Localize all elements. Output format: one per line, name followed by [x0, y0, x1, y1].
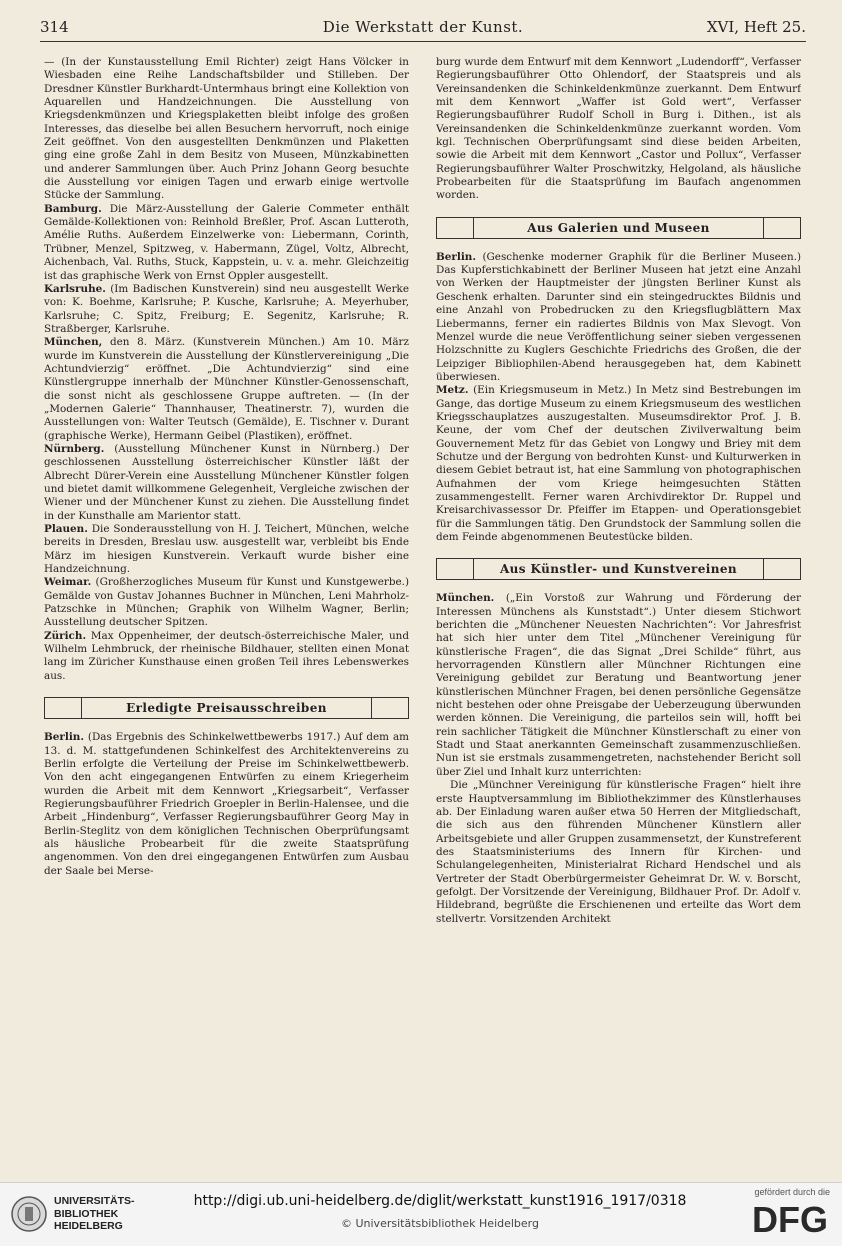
- permalink-url[interactable]: http://digi.ub.uni-heidelberg.de/diglit/werkstatt_kunst1916_1917/0318: [193, 1193, 687, 1209]
- section-heading-preisausschreiben: Erledigte Preisausschreiben: [44, 697, 409, 719]
- article-schinkel: [44, 731, 409, 878]
- article-muenchen: [44, 336, 409, 443]
- article-schinkel-cont: burg wurde dem Entwurf mit dem Kennwort „Ludendorff“, Verfasser Regierungsbauführer Otto Ohlendorf, der Staatspreis und als Vereinsandenken die Schinkeldenkmünze zuerkannt. Dem Entwurf mit dem Kennwort „Waffer ist Gold wert“, Verfasser Regierungsbauführer Rudolf Scholl in Burg i. Dithen., ist als Vereinsandenken die Schinkeldenkmünze zuerkannt worden. Vom kgl. Technischen Oberprüfungsamt sind diese beiden Arbeiten, sowie die Arbeit mit dem Kennwort „Castor und Pollux“, Verfasser Regierungsbauführer Walter Proschwitzky, Helgoland, als häusliche Probearbeiten für die Staatsprüfung im Baufach angenommen worden.: [436, 56, 801, 202]
- article-text: Max Oppenheimer, der deutsch-österreichische Maler, und Wilhelm Lehmbruck, der rheinische Bildhauer, stellten einen Monat lang im Züricher Kunsthause einen großen Teil ihres Lebenswerkes aus.: [44, 629, 409, 682]
- article-text: (Ausstellung Münchener Kunst in Nürnberg.) Der geschlossenen Ausstellung österreichischer Künstler läßt der Albrecht Dürer-Verein eine Ausstellung Münchener Künstler folgen und bietet damit willkommene Gelegenheit, Vergleiche zwischen der Wiener und der Münchener Kunst zu ziehen. Die Ausstellung findet in der Kunsthalle am Marientor statt.: [44, 442, 409, 522]
- article-text: (Geschenke moderner Graphik für die Berliner Museen.) Das Kupferstichkabinett der Berliner Museen hat jetzt eine Anzahl von Werken der Hauptmeister der jüngsten Berliner Kunst als Geschenk erhalten. Darunter sind ein steingedrucktes Bildnis und eine Anzahl von Probedrucken zu den Kriegsflugblättern Max Liebermanns, ferner ein radiertes Bildnis von Max Slevogt. Von Menzel wurde die neue Veröffentlichung seiner sieben vergessenen Holzschnitte zu Kuglers Geschichte Friedrichs des Großen, die der Leipziger Bibliophilen-Abend herausgegeben hat, dem Kabinett überwiesen.: [436, 250, 801, 383]
- dfg-logo-icon: [752, 1198, 830, 1238]
- left-column: [44, 56, 409, 1168]
- article-berlin-graphik: [436, 251, 801, 384]
- place-heading: Weimar.: [44, 576, 92, 589]
- place-heading: Nürnberg.: [44, 442, 105, 455]
- article-text: (Das Ergebnis des Schinkelwettbewerbs 1917.) Auf dem am 13. d. M. stattgefundenen Schinkelfest des Architektenvereins zu Berlin erfolgte die Verteilung der Preise im Schinkelwettbewerb. Von den acht eingegangenen Entwürfen zu einem Kriegerheim wurden die Arbeit mit dem Kennwort „Kriegsarbeit“, Verfasser Regierungsbauführer Friedrich Groepler in Berlin-Halensee, und die Arbeit „Hindenburg“, Verfasser Regierungsbauführer Georg May in Berlin-Steglitz von dem königlichen Technischen Oberprüfungsamt als häusliche Probearbeit für die zweite Staatsprüfung angenommen. Von den drei eingegangenen Entwürfen zum Ausbau der Saale bei Merse-: [44, 731, 409, 877]
- svg-text:DFG: DFG: [752, 1199, 828, 1238]
- right-column: [436, 56, 801, 1168]
- page-number: 314: [40, 18, 69, 36]
- article-text: den 8. März. (Kunstverein München.) Am 10. März wurde im Kunstverein die Ausstellung der Künstlervereinigung „Die Achtundvierzig“ eröffnet. „Die Achtundvierzig“ sind eine Künstlergruppe innerhalb der Münchner Künstler-Genossenschaft, die sonst nicht als geschlossene Gruppe auftreten. — (In der „Modernen Galerie“ Thannhauser, Theatinerstr. 7), wurden die Ausstellungen von: Walter Teutsch (Gemälde), E. Tischner v. Durant (graphische Werke), Hermann Geibel (Plastiken), eröffnet.: [44, 336, 409, 442]
- section-heading-vereine: Aus Künstler- und Kunstvereinen: [436, 558, 801, 580]
- university-seal-icon: [10, 1195, 48, 1233]
- article-muenchen-vereinigung: [436, 592, 801, 779]
- article-hauptversammlung: Die „Münchner Vereinigung für künstlerische Fragen“ hielt ihre erste Hauptversammlung im Bibliothekzimmer des Künstlerhauses ab. Der Einladung waren außer etwa 50 Herren der Mitgliedschaft, die sich aus den führenden Münchener Künstlern aller Arbeitsgebiete und aller Gruppen zusammensetzt, der Kunstreferent des Staatsministeriums des Innern für Kirchen- und Schulangelegenheiten, Ministerialrat Richard Hendschel und als Vertreter der Stadt Oberbürgermeister Geheimrat Dr. W. v. Borscht, gefolgt. Der Vorsitzende der Vereinigung, Bildhauer Prof. Dr. Adolf v. Hildebrand, begrüßte die Erschienenen und erteilte das Wort dem stellvertr. Vorsitzenden Architekt: [436, 779, 801, 925]
- article-text: (Ein Kriegsmuseum in Metz.) In Metz sind Bestrebungen im Gange, das dortige Museum zu einem Kriegsmuseum des westlichen Kriegsschauplatzes auszugestalten. Museumsdirektor Prof. J. B. Keune, der vom Chef der deutschen Zivilverwaltung beim Gouvernement Metz für das Gebiet von Longwy und Briey mit dem Schutze und der Bergung von bedrohten Kunst- und Kulturwerken in diesem Gebiet betraut ist, hat eine Sammlung von photographischen Aufnahmen der vom Kriege heimgesuchten Stätten zusammengestellt. Ferner waren Archivdirektor Dr. Ruppel und Kreisarchivassessor Dr. Pfeiffer im Etappen- und Operationsgebiet für die Sammlungen tätig. Den Grundstock der Sammlung sollen die dem Feinde abgenommenen Beutestücke bilden.: [436, 384, 801, 543]
- copyright-note: © Universitätsbibliothek Heidelberg: [340, 1217, 539, 1230]
- article-text: („Ein Vorstoß zur Wahrung und Förderung der Interessen Münchens als Kunststadt“.) Unter diesem Stichwort berichten die „Münchener Neuesten Nachrichten“: Vor Jahresfrist hat sich hier unter dem Titel „Münchener Vereinigung für künstlerische Fragen“, die das Signat „Drei Schilde“ führt, aus hervorragenden Künstlern aller Münchner Richtungen eine Vereinigung gebildet zur Beratung und Beantwortung jener künstlerischen Münchner Fragen, bei denen persönliche Gegensätze nicht bestehen oder ohne Preisgabe der Ueberzeugung überwunden werden können. Die Vereinigung, die parteilos sein will, hofft bei rein sachlicher Tätigkeit die Münchner Künstlerschaft zu einer von Stadt und Staat anerkannten Gemeinschaft zusammenzuschließen. Nun ist sie erstmals zusammengetreten, nachstehender Bericht soll über Ziel und Inhalt kurz unterrichten:: [436, 592, 801, 778]
- article-text: (Großherzogliches Museum für Kunst und Kunstgewerbe.) Gemälde von Gustav Johannes Buchner in München, Leni Mahrholz-Patzschke in München; Graphik von Wilhelm Wagner, Berlin; Ausstellung deutscher Spitzen.: [44, 576, 409, 629]
- article-metz: [436, 384, 801, 544]
- place-heading: Metz.: [436, 384, 469, 397]
- running-header: [40, 14, 806, 42]
- article-plauen: [44, 523, 409, 576]
- article-zuerich: [44, 630, 409, 683]
- place-heading: München.: [436, 592, 495, 605]
- issue-label: XVI, Heft 25.: [706, 18, 806, 36]
- article-text: Die Sonderausstellung von H. J. Teichert, München, welche bereits in Dresden, Breslau usw. ausgestellt war, verbleibt bis Ende März im hiesigen Kunstverein. Verkauft wurde bisher eine Handzeichnung.: [44, 523, 409, 576]
- section-heading-galerien: Aus Galerien und Museen: [436, 217, 801, 239]
- place-heading: Zürich.: [44, 629, 87, 642]
- viewer-footer: [0, 1182, 842, 1246]
- place-heading: Karlsruhe.: [44, 282, 106, 295]
- article-nuernberg: [44, 443, 409, 523]
- place-heading: München,: [44, 336, 103, 349]
- article-richter: — (In der Kunstausstellung Emil Richter) zeigt Hans Völcker in Wiesbaden eine Reihe Landschaftsbilder und Stilleben. Der Dresdner Künstler Burkhardt-Untermhaus bringt eine Kollektion von Aquarellen und Handzeichnungen. Die Ausstellung von Kriegsdenkmünzen und Kriegsplaketten bleibt infolge des großen Interesses, das dieselbe bei allen Besuchern hervorruft, noch einige Zeit geöffnet. Von den ausgestellten Denkmünzen und Plaketten ging eine große Zahl in dem Besitz von Museen, Münzkabinetten und anderer Sammlungen über. Auch Prinz Johann Georg besuchte die Ausstellung vor einigen Tagen und erwarb einige wertvolle Stücke der Sammlung.: [44, 56, 409, 202]
- place-heading: Bamburg.: [44, 202, 102, 215]
- place-heading: Plauen.: [44, 523, 88, 536]
- place-heading: Berlin.: [44, 731, 84, 744]
- article-karlsruhe: [44, 283, 409, 336]
- article-text: Die März-Ausstellung der Galerie Commeter enthält Gemälde-Kollektionen von: Reinhold Breßler, Prof. Ascan Lutteroth, Amélie Ruths. Außerdem Einzelwerke von: Liebermann, Corinth, Trübner, Menzel, Spitzweg, v. Habermann, Zügel, Voltz, Albrecht, Aichenbach, Val. Ruths, Stuck, Kappstein, u. v. a. mehr. Gleichzeitig ist das graphische Werk von Ernst Oppler ausgestellt.: [44, 202, 409, 282]
- place-heading: Berlin.: [436, 250, 476, 263]
- article-hamburg: [44, 203, 409, 283]
- article-weimar: [44, 576, 409, 629]
- journal-title: Die Werkstatt der Kunst.: [322, 18, 524, 36]
- header-rule: [40, 41, 806, 42]
- institution-name: UNIVERSITÄTS- BIBLIOTHEK HEIDELBERG: [54, 1195, 135, 1232]
- dfg-caption: gefördert durch die: [754, 1187, 830, 1197]
- article-text: (Im Badischen Kunstverein) sind neu ausgestellt Werke von: K. Boehme, Karlsruhe; P. Kusche, Karlsruhe; A. Meyerhuber, Karlsruhe; C. Spitz, Freiburg; E. Segenitz, Karlsruhe; R. Straßberger, Karlsruhe.: [44, 282, 409, 335]
